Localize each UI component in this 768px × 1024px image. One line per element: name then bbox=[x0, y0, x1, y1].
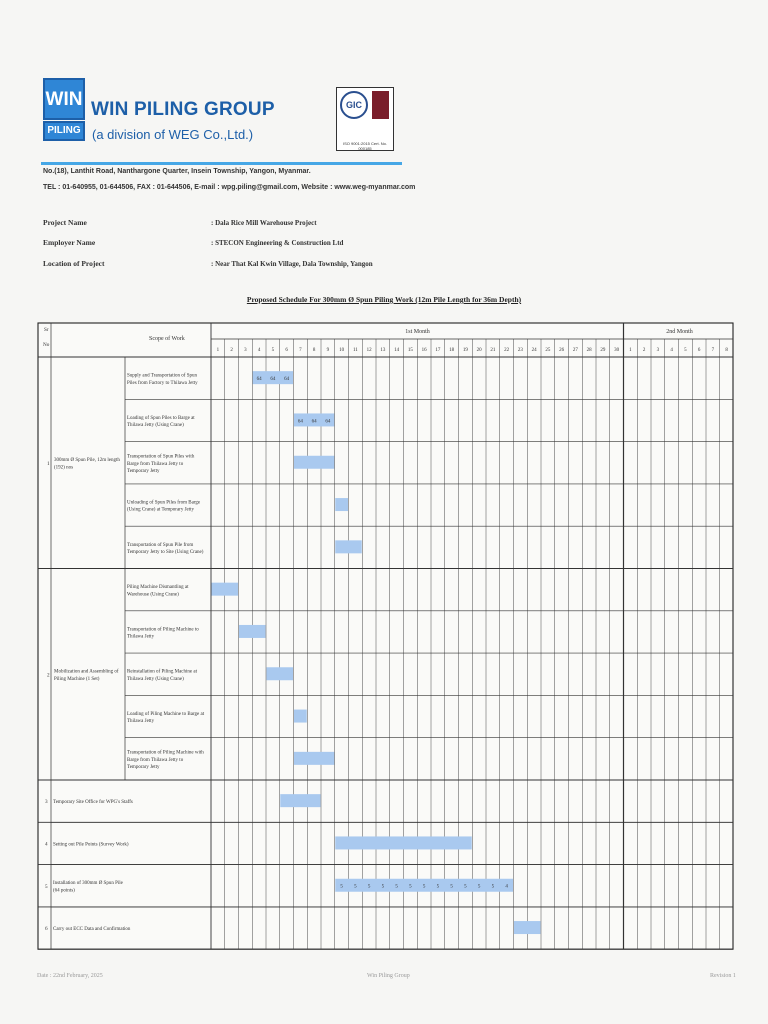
day-number: 12 bbox=[366, 348, 372, 353]
header-no: No bbox=[43, 342, 50, 348]
footer-center: Win Piling Group bbox=[367, 973, 410, 979]
day-number: 17 bbox=[435, 348, 441, 353]
company-name: WIN PILING GROUP bbox=[91, 99, 275, 120]
day-number: 6 bbox=[285, 348, 288, 353]
task-label: (Using Crane) at Temporary Jetty bbox=[127, 507, 195, 513]
group-name: 300mm Ø Spun Pile, 12m length bbox=[54, 458, 120, 464]
project-name-value: : Dala Rice Mill Warehouse Project bbox=[211, 219, 317, 227]
bar-quantity-label: 64 bbox=[256, 376, 262, 382]
day-number: 4 bbox=[670, 348, 673, 353]
logo-piling-text: PILING bbox=[43, 121, 85, 141]
day-number: 2 bbox=[230, 348, 233, 353]
schedule-bar bbox=[335, 836, 472, 849]
bar-quantity-label: 5 bbox=[464, 884, 467, 890]
bar-quantity-label: 5 bbox=[491, 884, 495, 890]
employer-name-label: Employer Name bbox=[43, 238, 96, 247]
footer-date: Date : 22nd February, 2025 bbox=[37, 973, 103, 979]
day-number: 3 bbox=[244, 348, 247, 353]
bar-quantity-label: 5 bbox=[409, 884, 412, 890]
single-sr-number: 6 bbox=[45, 926, 48, 933]
task-label: Barge from Thilawa Jetty to bbox=[127, 461, 184, 467]
day-number: 4 bbox=[257, 348, 261, 353]
task-label: Piles from Factory to Thilawa Jetty bbox=[127, 380, 198, 386]
schedule-bar bbox=[335, 540, 362, 553]
day-number: 21 bbox=[490, 348, 496, 353]
project-location-value: : Near That Kal Kwin Village, Dala Township, Yangon bbox=[211, 260, 373, 268]
bar-quantity-label: 5 bbox=[367, 884, 371, 890]
day-number: 15 bbox=[407, 348, 413, 353]
day-number: 8 bbox=[312, 348, 316, 353]
bar-quantity-label: 64 bbox=[297, 419, 303, 425]
task-label: Temporary Jetty bbox=[127, 765, 160, 771]
day-number: 19 bbox=[462, 348, 468, 353]
bar-quantity-label: 5 bbox=[436, 884, 440, 890]
task-label: Setting out Pile Points (Survey Work) bbox=[53, 842, 129, 848]
day-number: 8 bbox=[725, 348, 728, 353]
task-label: (64 points) bbox=[53, 888, 75, 894]
day-number: 29 bbox=[600, 348, 606, 353]
bar-quantity-label: 5 bbox=[395, 884, 398, 890]
day-number: 14 bbox=[394, 348, 400, 353]
task-label: Barge from Thilawa Jetty to bbox=[127, 757, 184, 763]
task-label: Carry out ECC Data and Confirmation bbox=[53, 927, 131, 933]
bar-quantity-label: 4 bbox=[505, 884, 508, 890]
day-number: 1 bbox=[629, 348, 632, 353]
bar-quantity-label: 5 bbox=[422, 884, 426, 890]
day-number: 27 bbox=[572, 348, 578, 353]
day-number: 20 bbox=[476, 348, 482, 353]
schedule-bar bbox=[294, 456, 334, 469]
day-number: 24 bbox=[531, 348, 537, 353]
header-sr: Sr bbox=[44, 327, 49, 333]
schedule-bar bbox=[294, 710, 307, 723]
day-number: 3 bbox=[656, 348, 660, 353]
task-label: Temporary Site Office for WPG's Staffs bbox=[53, 800, 133, 806]
group-name: Mobilization and Assembling of bbox=[54, 669, 119, 675]
day-number: 26 bbox=[559, 348, 565, 353]
bar-quantity-label: 64 bbox=[325, 419, 331, 425]
bar-quantity-label: 5 bbox=[477, 884, 481, 890]
schedule-bar bbox=[267, 667, 294, 680]
schedule-bar bbox=[514, 921, 541, 934]
single-sr-number: 5 bbox=[45, 883, 48, 890]
task-label: Transportation of Spun Piles with bbox=[127, 454, 195, 460]
company-address: No.(18), Lanthit Road, Nanthargone Quarter, Insein Township, Yangon, Myanmar. bbox=[43, 168, 311, 175]
task-label: Temporary Jetty to Site (Using Crane) bbox=[127, 549, 204, 555]
bar-quantity-label: 5 bbox=[450, 884, 453, 890]
bar-quantity-label: 64 bbox=[270, 376, 276, 382]
group-sr-number: 2 bbox=[47, 672, 50, 679]
task-label: Installation of 300mm Ø Spun Pile bbox=[53, 881, 123, 887]
schedule-bar bbox=[239, 625, 266, 638]
footer-revision: Revision 1 bbox=[710, 973, 736, 979]
day-number: 2 bbox=[642, 348, 646, 353]
task-label: Unloading of Spun Piles from Barge bbox=[127, 500, 201, 506]
day-number: 13 bbox=[380, 348, 386, 353]
schedule-bar bbox=[212, 583, 239, 596]
employer-name-value: : STECON Engineering & Construction Ltd bbox=[211, 239, 344, 247]
day-number: 28 bbox=[586, 348, 592, 353]
schedule-title: Proposed Schedule For 300mm Ø Spun Piling Work (12m Pile Length for 36m Depth) bbox=[246, 295, 522, 304]
single-sr-number: 4 bbox=[45, 841, 48, 848]
bar-quantity-label: 64 bbox=[284, 376, 290, 382]
day-number: 22 bbox=[504, 348, 510, 353]
day-number: 7 bbox=[711, 348, 715, 353]
day-number: 7 bbox=[299, 348, 302, 353]
task-label: Transportation of Piling Machine to bbox=[127, 627, 199, 633]
task-label: Reinstallation of Piling Machine at bbox=[127, 669, 197, 675]
day-number: 10 bbox=[339, 348, 345, 353]
company-contact: TEL : 01-640955, 01-644506, FAX : 01-644506, E-mail : wpg.piling@gmail.com, Website : www.weg-myanmar.com bbox=[43, 184, 416, 191]
task-label: Thilawa Jetty bbox=[127, 634, 155, 640]
group-name: Piling Machine (1 Set) bbox=[54, 676, 100, 682]
task-label: Thilawa Jetty (Using Crane) bbox=[127, 676, 184, 682]
logo-win-text: WIN bbox=[43, 78, 85, 120]
day-number: 25 bbox=[545, 348, 551, 353]
group-name: (192) nos bbox=[54, 465, 74, 471]
task-label: Transportation of Piling Machine with bbox=[127, 750, 204, 756]
day-number: 30 bbox=[614, 348, 620, 353]
schedule-bar bbox=[294, 752, 334, 765]
group-sr-number: 1 bbox=[47, 460, 50, 467]
task-label: Warehouse (Using Crane) bbox=[127, 592, 179, 598]
task-label: Piling Machine Dismantling at bbox=[127, 585, 189, 591]
project-name-label: Project Name bbox=[43, 218, 87, 227]
schedule-bar bbox=[280, 794, 320, 807]
header-1st-month: 1st Month bbox=[405, 329, 430, 335]
task-label: Supply and Transportation of Spun bbox=[127, 373, 198, 379]
company-division: (a division of WEG Co.,Ltd.) bbox=[92, 127, 254, 142]
task-label: Temporary Jetty bbox=[127, 468, 160, 474]
day-number: 18 bbox=[449, 348, 455, 353]
bar-quantity-label: 64 bbox=[311, 419, 317, 425]
task-label: Loading of Spun Piles to Barge at bbox=[127, 415, 195, 421]
single-sr-number: 3 bbox=[45, 799, 48, 806]
day-number: 9 bbox=[326, 348, 330, 353]
day-number: 6 bbox=[697, 348, 701, 353]
bar-quantity-label: 5 bbox=[354, 884, 357, 890]
day-number: 16 bbox=[421, 348, 427, 353]
day-number: 1 bbox=[216, 348, 220, 353]
schedule-bar bbox=[335, 498, 348, 511]
task-label: Transportation of Spun Pile from bbox=[127, 542, 194, 548]
header-2nd-month: 2nd Month bbox=[666, 329, 693, 335]
task-label: Thilawa Jetty bbox=[127, 719, 155, 725]
project-location-label: Location of Project bbox=[43, 259, 105, 268]
day-number: 5 bbox=[271, 348, 275, 353]
header-scope-of-work: Scope of Work bbox=[149, 336, 185, 342]
task-label: Loading of Piling Machine to Barge at bbox=[127, 711, 205, 717]
day-number: 11 bbox=[352, 348, 358, 353]
certification-mark: GIC bbox=[340, 91, 368, 119]
certification-text: ISO 9001:2015 Cert. No. 000185 bbox=[342, 141, 388, 151]
day-number: 5 bbox=[684, 348, 687, 353]
bar-quantity-label: 5 bbox=[381, 884, 385, 890]
day-number: 23 bbox=[517, 348, 523, 353]
task-label: Thilawa Jetty (Using Crane) bbox=[127, 423, 184, 429]
bar-quantity-label: 5 bbox=[340, 884, 343, 890]
